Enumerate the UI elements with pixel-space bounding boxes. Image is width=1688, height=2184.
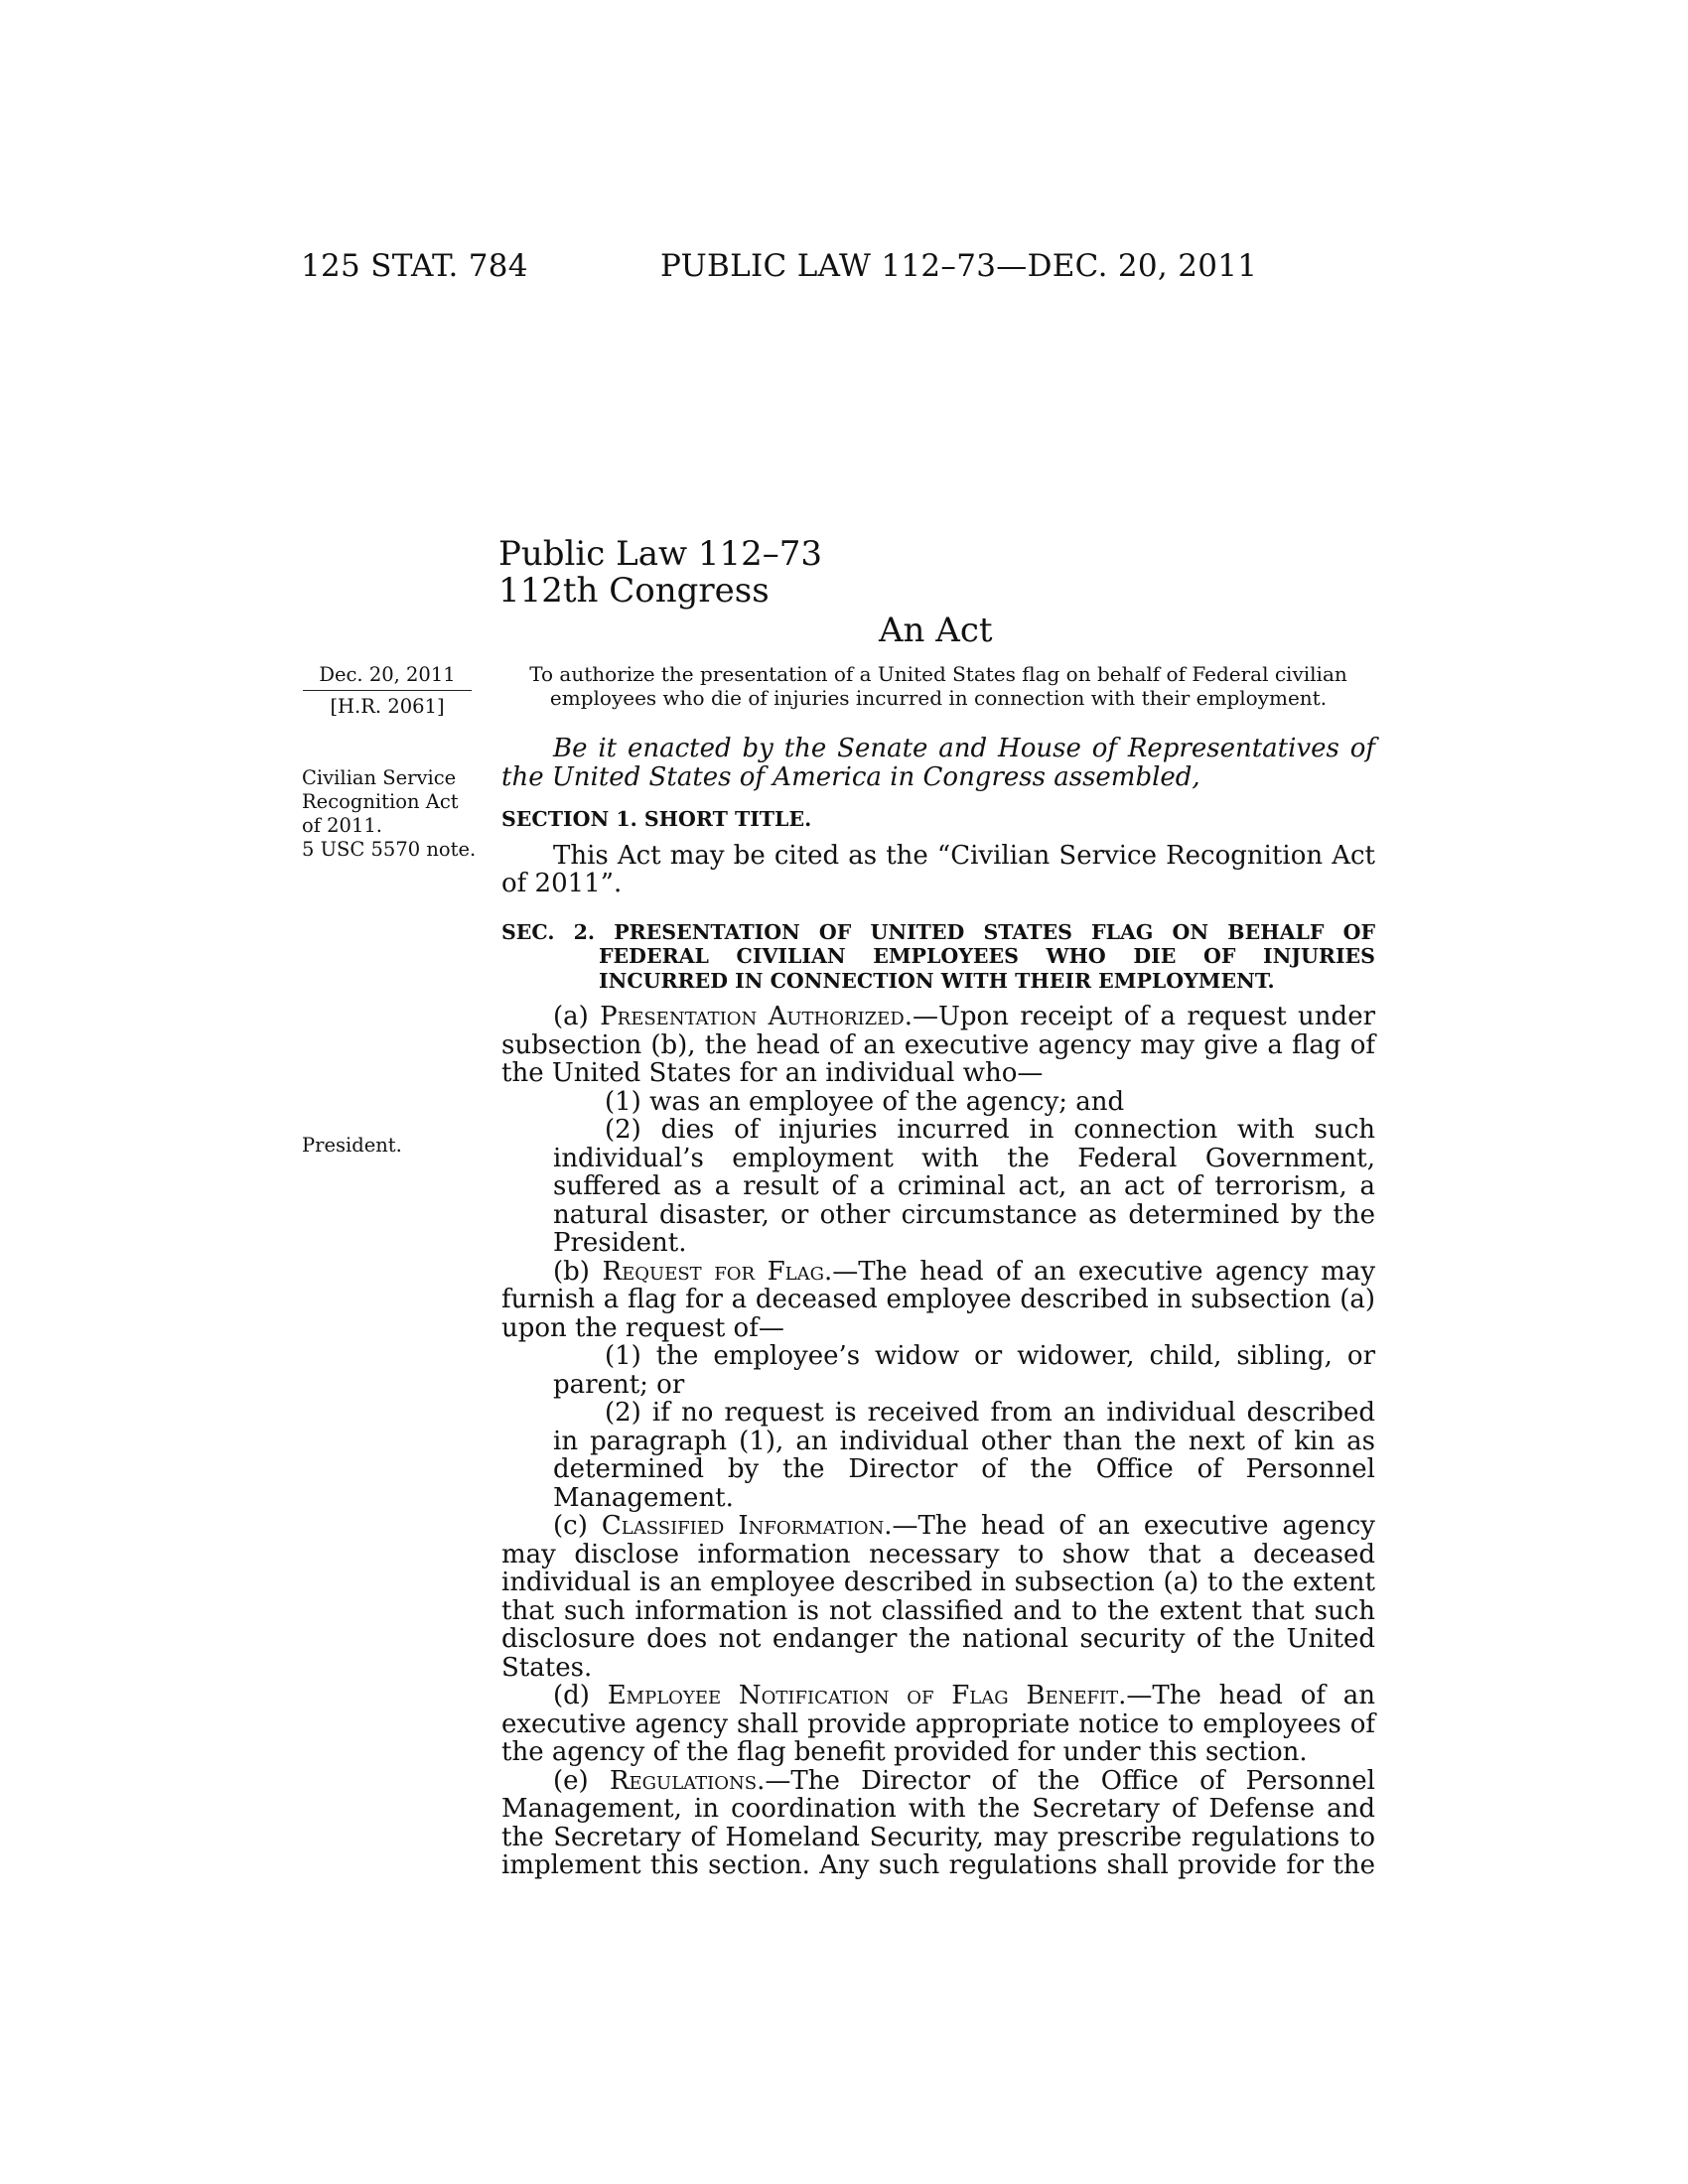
subsection-e-label: (e) bbox=[553, 1765, 610, 1796]
subsection-c-heading: Classified Information. bbox=[601, 1511, 893, 1541]
margin-note-line: Recognition Act bbox=[302, 790, 459, 813]
subsection-a-text: —Upon receipt of a request under subsection (b), the head of an executive agency may give a flag of the United States for an individual who— bbox=[501, 1002, 1376, 1088]
subsection-e-heading: Regulations. bbox=[609, 1765, 766, 1796]
margin-date: Dec. 20, 2011 bbox=[319, 663, 456, 686]
subsection-e-text: —The Director of the Office of Personnel Management, in coordination with the Secretary of Defense and the Secretary of Homeland Security, may prescribe regulations to implement this section. Any such regulations shall provide for the bbox=[501, 1765, 1375, 1880]
congress: 112th Congress bbox=[498, 571, 770, 611]
law-number: Public Law 112–73 bbox=[498, 534, 823, 574]
margin-president-note: President. bbox=[302, 1134, 402, 1157]
subsection-b-item-2: (2) if no request is received from an individual described in paragraph (1), an individual other than the next of kin as determined by the Director of the Office of Personnel Management. bbox=[553, 1398, 1375, 1513]
subsection-a bbox=[501, 1003, 1375, 1088]
subsection-b bbox=[501, 1258, 1375, 1343]
subsection-a-item-1: (1) was an employee of the agency; and bbox=[605, 1086, 1125, 1117]
subsection-e bbox=[501, 1767, 1375, 1880]
section1-text: This Act may be cited as the “Civilian Service Recognition Act of 2011”. bbox=[501, 840, 1375, 898]
subsection-c bbox=[501, 1512, 1375, 1682]
subsection-a-item-2: (2) dies of injuries incurred in connection with such individual’s employment with the Federal Government, suffered as a result of a criminal act, an act of terrorism, a natural disaster, or other circumstance as determined by the President. bbox=[553, 1115, 1375, 1258]
margin-note-line: 5 USC 5570 note. bbox=[302, 838, 477, 861]
subsection-b-heading: Request for Flag. bbox=[602, 1256, 833, 1287]
subsection-a-label: (a) bbox=[553, 1002, 601, 1031]
margin-rule bbox=[303, 690, 472, 691]
margin-bill: [H.R. 2061] bbox=[330, 695, 445, 718]
subsection-c-label: (c) bbox=[553, 1511, 602, 1541]
stat-page-number: 125 STAT. 784 bbox=[301, 248, 528, 284]
enacting-clause: Be it enacted by the Senate and House of Representatives of the United States of America in Congress assembled, bbox=[501, 734, 1375, 792]
subsection-b-text: —The head of an executive agency may furnish a flag for a deceased employee described in subsection (a) upon the request of— bbox=[501, 1256, 1376, 1343]
subsection-d-heading: Employee Notification of Flag Benefit. bbox=[607, 1681, 1127, 1710]
subsection-d-label: (d) bbox=[553, 1681, 608, 1710]
purpose-statement: To authorize the presentation of a United States flag on behalf of Federal civilian employees who die of injuries incurred in connection with their employment. bbox=[529, 662, 1347, 710]
subsection-a-heading: Presentation Authorized. bbox=[600, 1002, 913, 1031]
subsection-b-item-1: (1) the employee’s widow or widower, child, sibling, or parent; or bbox=[553, 1341, 1375, 1400]
law-body bbox=[501, 735, 1375, 1880]
section1-heading: SECTION 1. SHORT TITLE. bbox=[501, 807, 812, 831]
margin-note-line: of 2011. bbox=[302, 814, 382, 837]
act-label: An Act bbox=[879, 611, 993, 650]
section2-heading: SEC. 2. PRESENTATION OF UNITED STATES FLAG ON BEHALF OF FEDERAL CIVILIAN EMPLOYEES WHO DIE OF INJURIES INCURRED IN CONNECTION WITH THEIR EMPLOYMENT. bbox=[501, 919, 1375, 993]
subsection-b-label: (b) bbox=[553, 1256, 603, 1287]
margin-short-title-note bbox=[302, 766, 476, 862]
subsection-d bbox=[501, 1682, 1375, 1767]
subsection-d-text: —The head of an executive agency shall provide appropriate notice to employees of the agency of the flag benefit provided for under this section. bbox=[501, 1681, 1375, 1767]
running-title: PUBLIC LAW 112–73—DEC. 20, 2011 bbox=[660, 248, 1258, 284]
margin-note-line: Civilian Service bbox=[302, 766, 457, 789]
subsection-c-text: —The head of an executive agency may disclose information necessary to show that a deceased individual is an employee described in subsection (a) to the extent that such information is not classified and to the extent that such disclosure does not endanger the national security of the United States. bbox=[501, 1511, 1375, 1683]
